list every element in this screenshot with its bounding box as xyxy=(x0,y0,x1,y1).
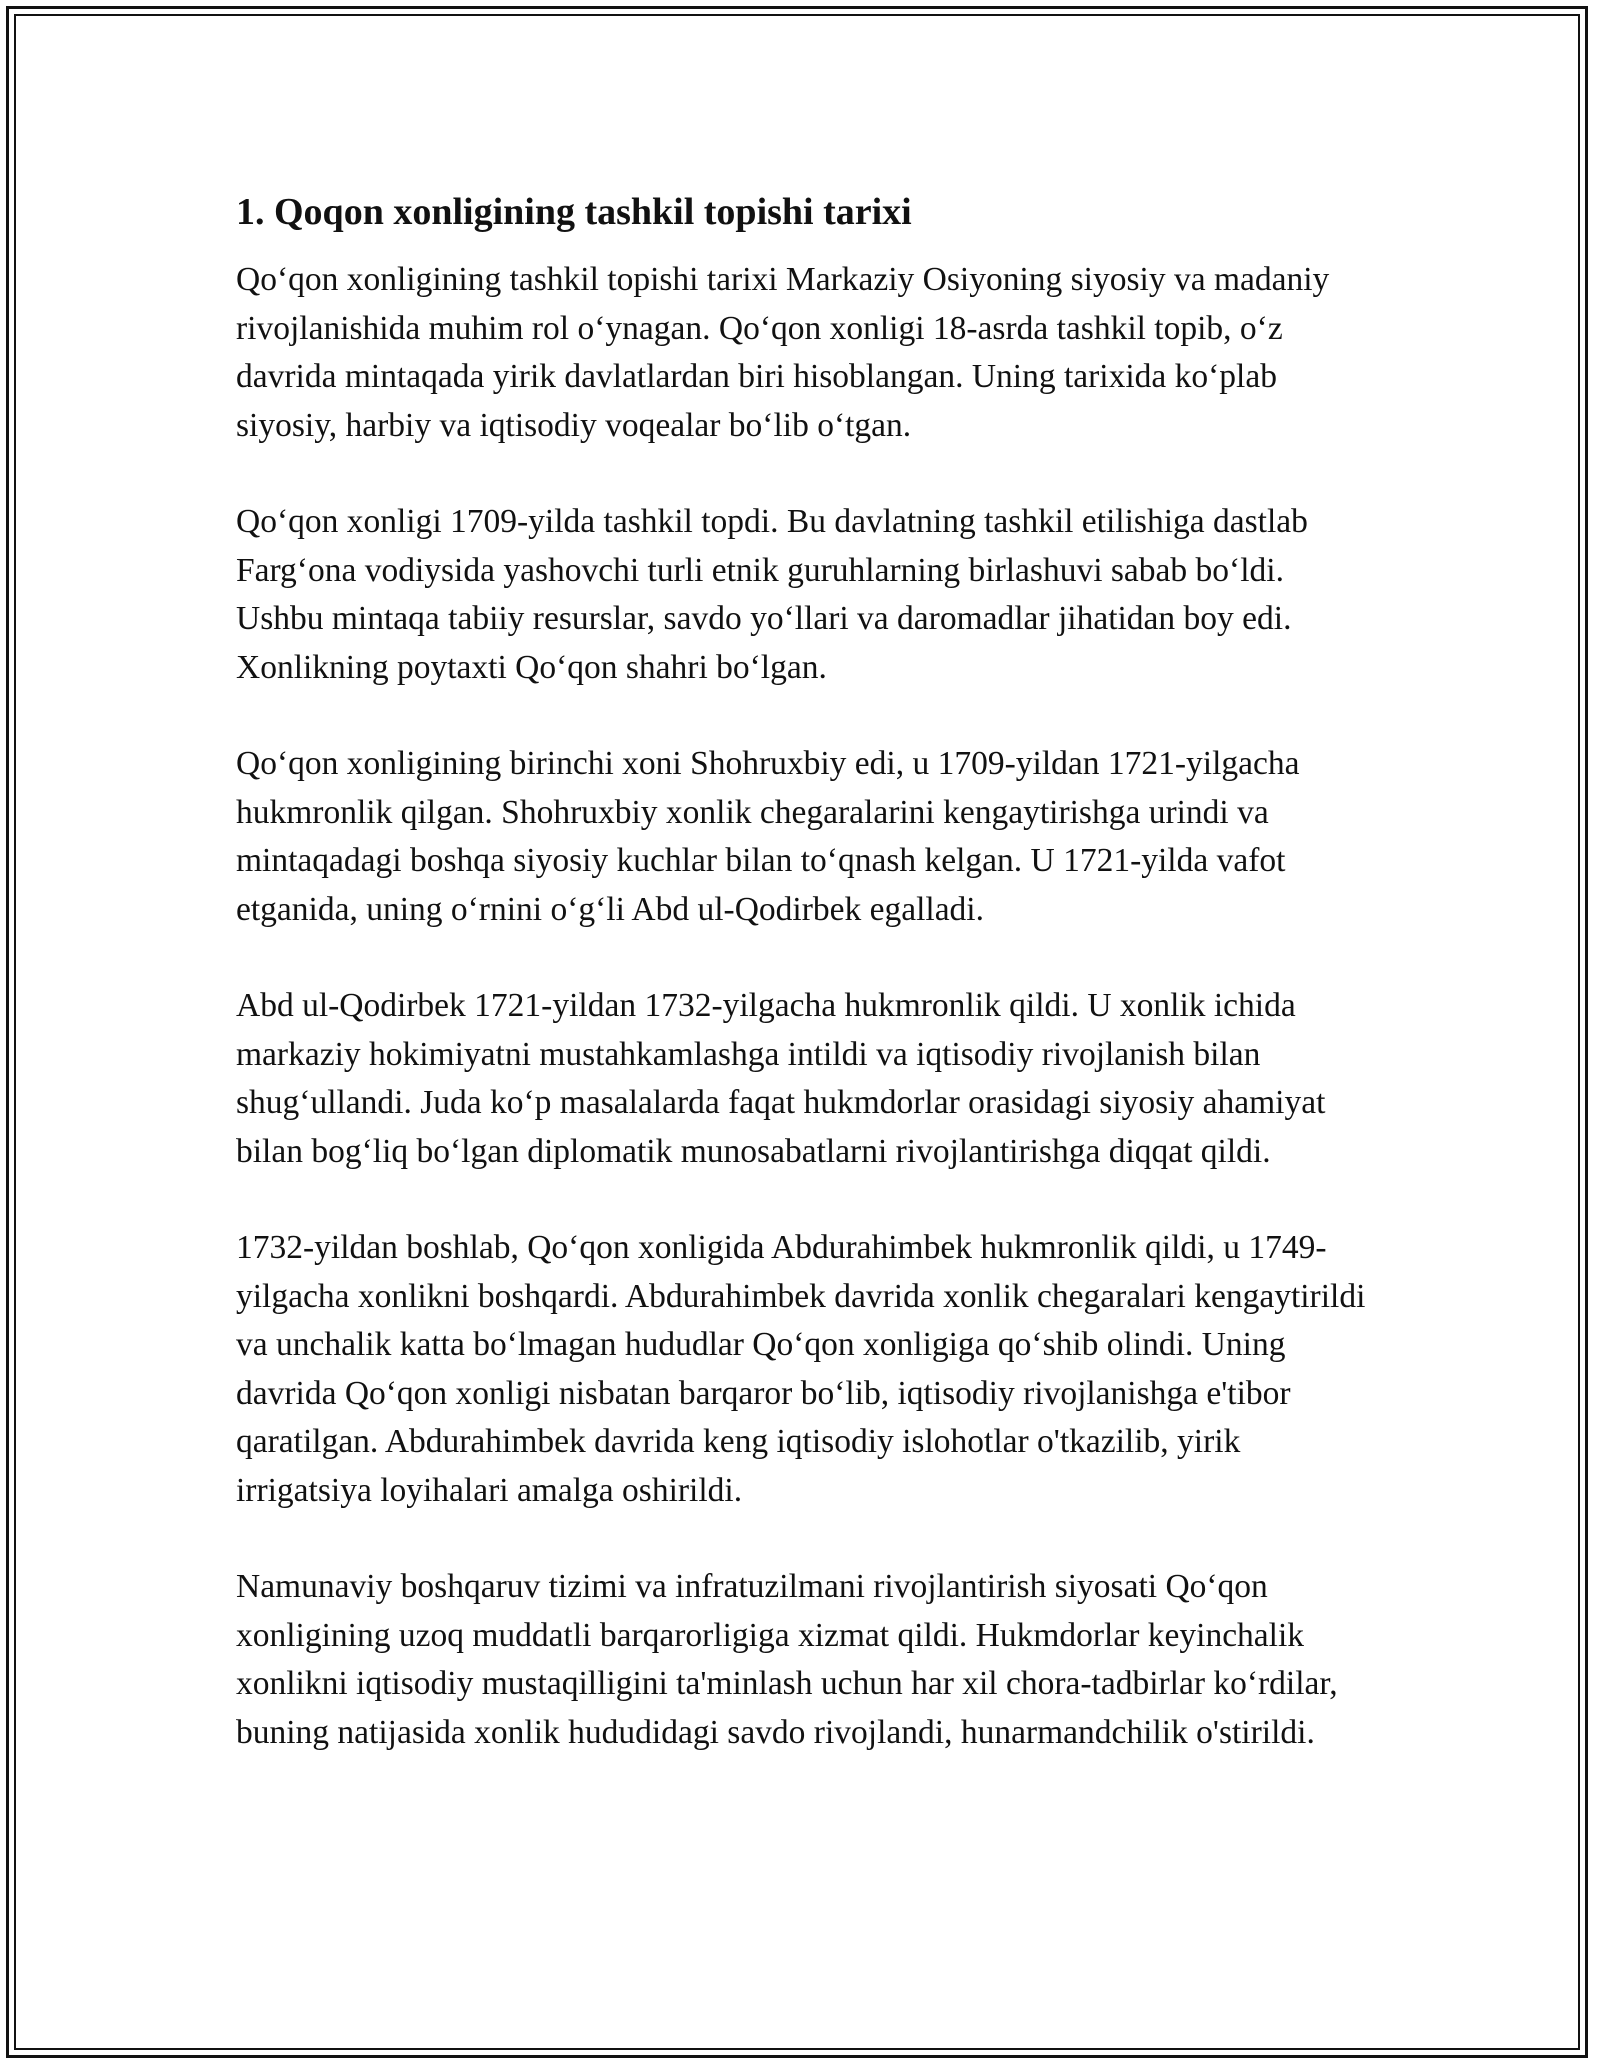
paragraph-5: 1732-yildan boshlab, Qo‘qon xonligida Abdurahimbek hukmronlik qildi, u 1749-yilgacha xonlikni boshqardi. Abdurahimbek davrida xonlik chegaralari kengaytirildi va unchalik katta bo‘lmagan hududlar Qo‘qon xonligiga qo‘shib olindi. Uning davrida Qo‘qon xonligi nisbatan barqaror bo‘lib, iqtisodiy rivojlanishga e'tibor qaratilgan. Abdurahimbek davrida keng iqtisodiy islohotlar o'tkazilib, yirik irrigatsiya loyihalari amalga oshirildi. xyxy=(236,1229,1366,1509)
section-heading: 1. Qoqon xonligining tashkil topishi tarixi xyxy=(236,191,912,233)
paragraph-1: Qo‘qon xonligining tashkil topishi tarixi Markaziy Osiyoning siyosiy va madaniy rivojlanishida muhim rol o‘ynagan. Qo‘qon xonligi 18-asrda tashkil topib, o‘z davrida mintaqada yirik davlatlardan biri hisoblangan. Uning tarixida ko‘plab siyosiy, harbiy va iqtisodiy voqealar bo‘lib o‘tgan. xyxy=(236,261,1330,444)
paragraph-6: Namunaviy boshqaruv tizimi va infratuzilmani rivojlantirish siyosati Qo‘qon xonligining uzoq muddatli barqarorligiga xizmat qildi. Hukmdorlar keyinchalik xonlikni iqtisodiy mustaqilligini ta'minlash uchun har xil chora-tadbirlar ko‘rdilar, buning natijasida xonlik hududidagi savdo rivojlandi, hunarmandchilik o'stirildi. xyxy=(236,1568,1338,1751)
document-body xyxy=(236,186,1376,1805)
paragraph-4: Abd ul-Qodirbek 1721-yildan 1732-yilgacha hukmronlik qildi. U xonlik ichida markaziy hokimiyatni mustahkamlashga intildi va iqtisodiy rivojlanish bilan shug‘ullandi. Juda ko‘p masalalarda faqat hukmdorlar orasidagi siyosiy ahamiyat bilan bog‘liq bo‘lgan diplomatik munosabatlarni rivojlantirishga diqqat qildi. xyxy=(236,987,1326,1170)
paragraph-2: Qo‘qon xonligi 1709-yilda tashkil topdi. Bu davlatning tashkil etilishiga dastlab Farg‘ona vodiysida yashovchi turli etnik guruhlarning birlashuvi sabab bo‘ldi. Ushbu mintaqa tabiiy resurslar, savdo yo‘llari va daromadlar jihatidan boy edi. Xonlikning poytaxti Qo‘qon shahri bo‘lgan. xyxy=(236,503,1308,686)
paragraph-3: Qo‘qon xonligining birinchi xoni Shohruxbiy edi, u 1709-yildan 1721-yilgacha hukmronlik qilgan. Shohruxbiy xonlik chegaralarini kengaytirishga urindi va mintaqadagi boshqa siyosiy kuchlar bilan to‘qnash kelgan. U 1721-yilda vafot etganida, uning o‘rnini o‘g‘li Abd ul-Qodirbek egalladi. xyxy=(236,745,1300,928)
